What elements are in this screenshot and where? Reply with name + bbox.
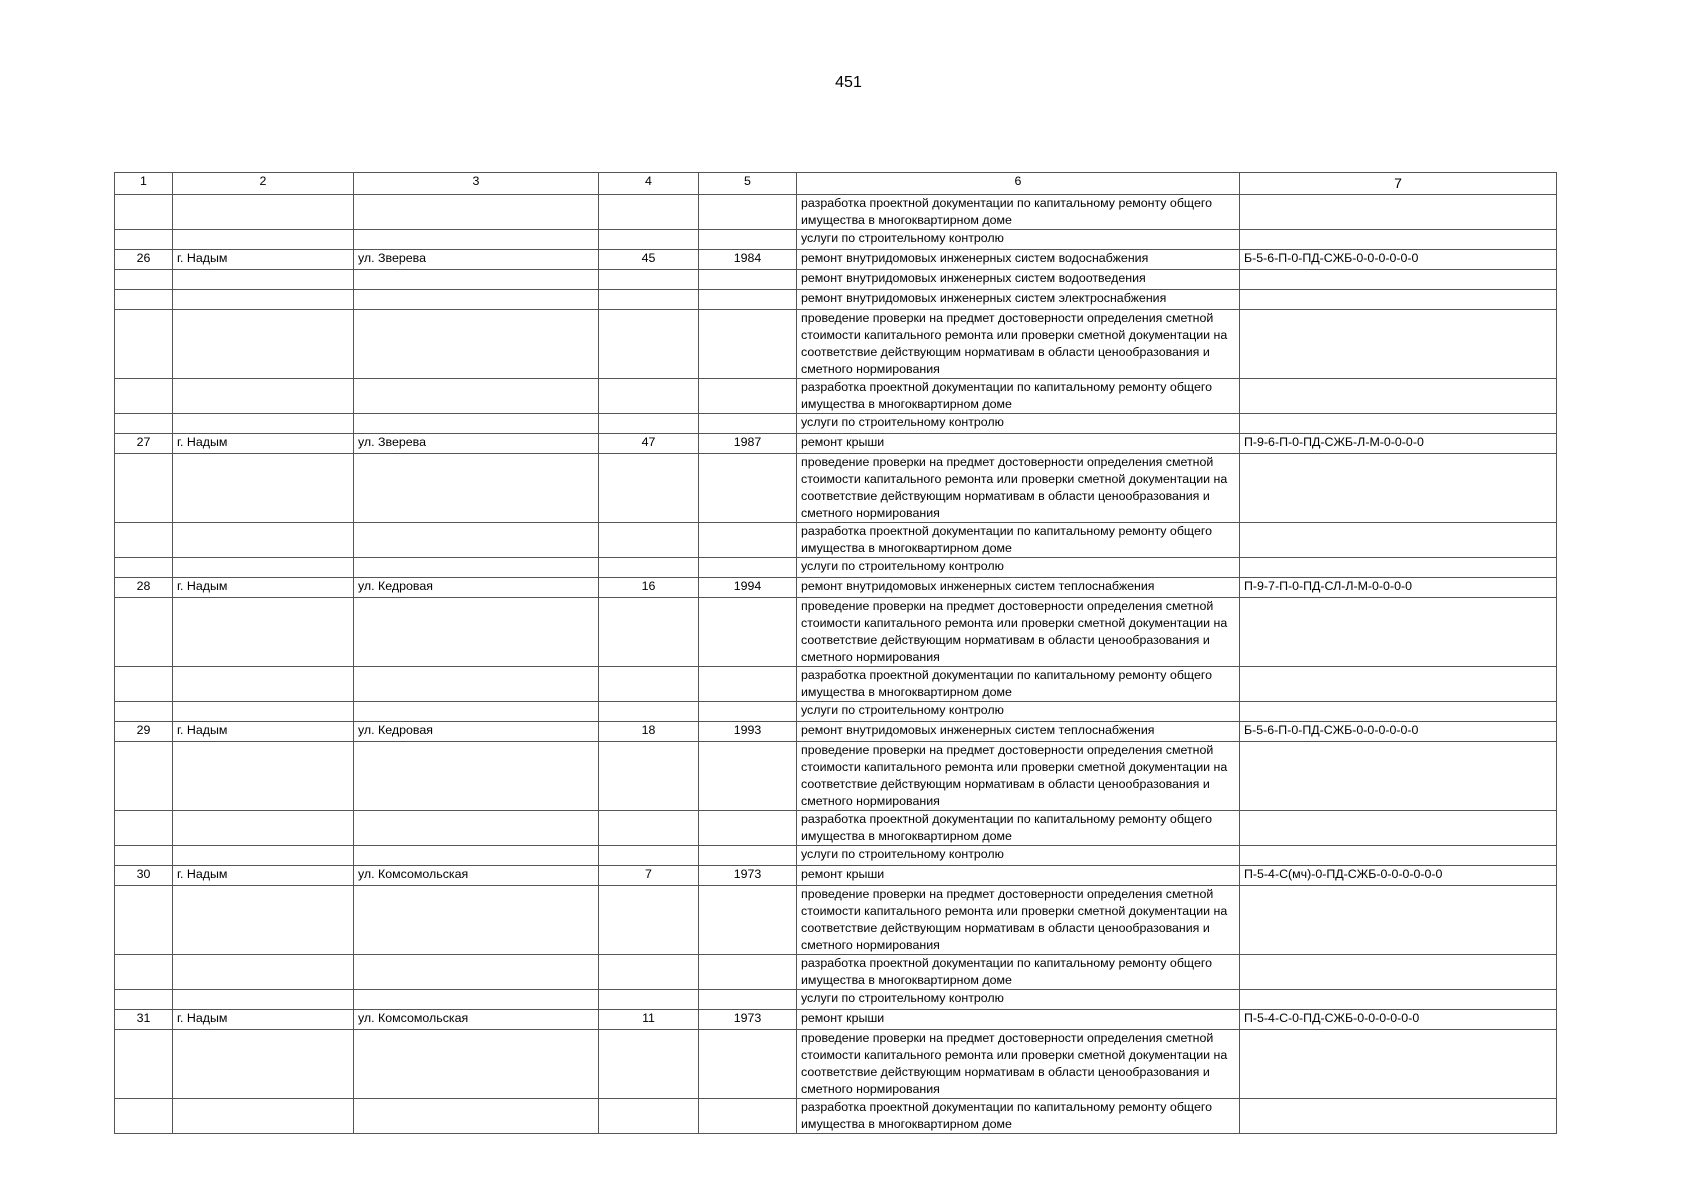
table-row	[115, 990, 1557, 1010]
table-row	[115, 434, 1557, 454]
year-built-cell	[699, 702, 797, 722]
row-number-cell	[115, 523, 173, 558]
year-built-cell: 1987	[699, 434, 797, 454]
header-cell-5: 5	[699, 173, 797, 195]
house-number-cell	[599, 702, 699, 722]
work-type-cell: проведение проверки на предмет достоверности определения сметной стоимости капитального ремонта или проверки сметной документации на соответствие действующим нормативам в области ценообразования и сметного нормирования	[797, 742, 1240, 811]
street-cell	[354, 379, 599, 414]
year-built-cell: 1994	[699, 578, 797, 598]
building-code-cell: П-9-7-П-0-ПД-СЛ-Л-М-0-0-0-0	[1240, 578, 1557, 598]
house-number-cell: 18	[599, 722, 699, 742]
table-row	[115, 667, 1557, 702]
street-cell	[354, 1099, 599, 1134]
street-cell	[354, 558, 599, 578]
row-number-cell: 26	[115, 250, 173, 270]
building-code-cell	[1240, 230, 1557, 250]
work-type-cell: разработка проектной документации по капитальному ремонту общего имущества в многоквартирном доме	[797, 379, 1240, 414]
building-code-cell	[1240, 558, 1557, 578]
street-cell	[354, 742, 599, 811]
building-code-cell	[1240, 195, 1557, 230]
house-number-cell	[599, 414, 699, 434]
row-number-cell	[115, 290, 173, 310]
row-number-cell	[115, 195, 173, 230]
house-number-cell	[599, 195, 699, 230]
table-row	[115, 379, 1557, 414]
house-number-cell	[599, 230, 699, 250]
work-type-cell: услуги по строительному контролю	[797, 846, 1240, 866]
street-cell	[354, 598, 599, 667]
work-type-cell: ремонт крыши	[797, 866, 1240, 886]
city-cell	[173, 702, 354, 722]
building-code-cell	[1240, 523, 1557, 558]
building-code-cell: Б-5-6-П-0-ПД-СЖБ-0-0-0-0-0-0	[1240, 722, 1557, 742]
street-cell	[354, 702, 599, 722]
row-number-cell: 30	[115, 866, 173, 886]
street-cell	[354, 1030, 599, 1099]
house-number-cell	[599, 811, 699, 846]
street-cell: ул. Комсомольская	[354, 866, 599, 886]
table-row	[115, 722, 1557, 742]
work-type-cell: проведение проверки на предмет достоверности определения сметной стоимости капитального ремонта или проверки сметной документации на соответствие действующим нормативам в области ценообразования и сметного нормирования	[797, 598, 1240, 667]
row-number-cell: 27	[115, 434, 173, 454]
building-code-cell	[1240, 310, 1557, 379]
year-built-cell	[699, 1099, 797, 1134]
work-type-cell: ремонт внутридомовых инженерных систем водоснабжения	[797, 250, 1240, 270]
city-cell: г. Надым	[173, 250, 354, 270]
building-code-cell	[1240, 454, 1557, 523]
work-type-cell: проведение проверки на предмет достоверности определения сметной стоимости капитального ремонта или проверки сметной документации на соответствие действующим нормативам в области ценообразования и сметного нормирования	[797, 886, 1240, 955]
table-row	[115, 886, 1557, 955]
city-cell	[173, 811, 354, 846]
building-code-cell	[1240, 811, 1557, 846]
table-row	[115, 866, 1557, 886]
table-row	[115, 742, 1557, 811]
table-row	[115, 250, 1557, 270]
house-number-cell: 45	[599, 250, 699, 270]
building-code-cell	[1240, 846, 1557, 866]
row-number-cell	[115, 846, 173, 866]
table-row	[115, 1010, 1557, 1030]
street-cell	[354, 270, 599, 290]
street-cell	[354, 955, 599, 990]
city-cell	[173, 230, 354, 250]
year-built-cell	[699, 310, 797, 379]
header-cell-6: 6	[797, 173, 1240, 195]
table-row	[115, 414, 1557, 434]
building-code-cell	[1240, 1030, 1557, 1099]
house-number-cell	[599, 598, 699, 667]
year-built-cell	[699, 523, 797, 558]
house-number-cell	[599, 454, 699, 523]
city-cell: г. Надым	[173, 866, 354, 886]
header-cell-2: 2	[173, 173, 354, 195]
row-number-cell	[115, 558, 173, 578]
street-cell: ул. Зверева	[354, 250, 599, 270]
work-type-cell: разработка проектной документации по капитальному ремонту общего имущества в многоквартирном доме	[797, 955, 1240, 990]
work-type-cell: разработка проектной документации по капитальному ремонту общего имущества в многоквартирном доме	[797, 811, 1240, 846]
city-cell	[173, 742, 354, 811]
house-number-cell	[599, 955, 699, 990]
house-number-cell	[599, 270, 699, 290]
header-cell-7: 7	[1240, 173, 1557, 195]
year-built-cell	[699, 230, 797, 250]
street-cell	[354, 990, 599, 1010]
street-cell	[354, 846, 599, 866]
table-row	[115, 702, 1557, 722]
city-cell	[173, 310, 354, 379]
row-number-cell	[115, 414, 173, 434]
row-number-cell: 28	[115, 578, 173, 598]
city-cell: г. Надым	[173, 1010, 354, 1030]
building-code-cell	[1240, 598, 1557, 667]
row-number-cell	[115, 990, 173, 1010]
row-number-cell	[115, 702, 173, 722]
table-row	[115, 811, 1557, 846]
city-cell: г. Надым	[173, 722, 354, 742]
work-type-cell: ремонт внутридомовых инженерных систем водоотведения	[797, 270, 1240, 290]
year-built-cell	[699, 990, 797, 1010]
row-number-cell	[115, 310, 173, 379]
work-type-cell: услуги по строительному контролю	[797, 230, 1240, 250]
city-cell	[173, 886, 354, 955]
city-cell	[173, 558, 354, 578]
house-number-cell	[599, 742, 699, 811]
table-row	[115, 558, 1557, 578]
street-cell: ул. Зверева	[354, 434, 599, 454]
table-header-row	[115, 173, 1557, 195]
street-cell: ул. Комсомольская	[354, 1010, 599, 1030]
city-cell	[173, 846, 354, 866]
street-cell	[354, 886, 599, 955]
house-number-cell	[599, 1099, 699, 1134]
repair-schedule-table	[114, 172, 1557, 1134]
city-cell	[173, 270, 354, 290]
city-cell	[173, 379, 354, 414]
table-row	[115, 454, 1557, 523]
table-row	[115, 955, 1557, 990]
house-number-cell	[599, 290, 699, 310]
building-code-cell	[1240, 414, 1557, 434]
table-row	[115, 310, 1557, 379]
table-row	[115, 598, 1557, 667]
street-cell: ул. Кедровая	[354, 578, 599, 598]
row-number-cell	[115, 230, 173, 250]
year-built-cell	[699, 379, 797, 414]
row-number-cell	[115, 1099, 173, 1134]
work-type-cell: услуги по строительному контролю	[797, 558, 1240, 578]
city-cell	[173, 414, 354, 434]
building-code-cell: П-5-4-С-0-ПД-СЖБ-0-0-0-0-0-0	[1240, 1010, 1557, 1030]
city-cell: г. Надым	[173, 434, 354, 454]
house-number-cell	[599, 310, 699, 379]
building-code-cell	[1240, 742, 1557, 811]
table-row	[115, 846, 1557, 866]
building-code-cell: П-9-6-П-0-ПД-СЖБ-Л-М-0-0-0-0	[1240, 434, 1557, 454]
year-built-cell	[699, 667, 797, 702]
building-code-cell: Б-5-6-П-0-ПД-СЖБ-0-0-0-0-0-0	[1240, 250, 1557, 270]
street-cell	[354, 811, 599, 846]
year-built-cell	[699, 811, 797, 846]
row-number-cell	[115, 1030, 173, 1099]
row-number-cell	[115, 811, 173, 846]
building-code-cell	[1240, 702, 1557, 722]
work-type-cell: проведение проверки на предмет достоверности определения сметной стоимости капитального ремонта или проверки сметной документации на соответствие действующим нормативам в области ценообразования и сметного нормирования	[797, 454, 1240, 523]
city-cell	[173, 290, 354, 310]
work-type-cell: проведение проверки на предмет достоверности определения сметной стоимости капитального ремонта или проверки сметной документации на соответствие действующим нормативам в области ценообразования и сметного нормирования	[797, 310, 1240, 379]
street-cell	[354, 414, 599, 434]
year-built-cell	[699, 886, 797, 955]
page-number: 451	[835, 74, 862, 91]
year-built-cell	[699, 1030, 797, 1099]
year-built-cell	[699, 846, 797, 866]
work-type-cell: разработка проектной документации по капитальному ремонту общего имущества в многоквартирном доме	[797, 195, 1240, 230]
work-type-cell: услуги по строительному контролю	[797, 990, 1240, 1010]
work-type-cell: услуги по строительному контролю	[797, 702, 1240, 722]
row-number-cell	[115, 667, 173, 702]
row-number-cell	[115, 598, 173, 667]
work-type-cell: ремонт внутридомовых инженерных систем электроснабжения	[797, 290, 1240, 310]
building-code-cell	[1240, 290, 1557, 310]
house-number-cell	[599, 667, 699, 702]
house-number-cell	[599, 379, 699, 414]
table-row	[115, 578, 1557, 598]
building-code-cell	[1240, 955, 1557, 990]
year-built-cell	[699, 558, 797, 578]
table-row	[115, 195, 1557, 230]
street-cell	[354, 310, 599, 379]
year-built-cell: 1973	[699, 866, 797, 886]
year-built-cell	[699, 290, 797, 310]
work-type-cell: разработка проектной документации по капитальному ремонту общего имущества в многоквартирном доме	[797, 1099, 1240, 1134]
table-row	[115, 1099, 1557, 1134]
year-built-cell: 1984	[699, 250, 797, 270]
street-cell	[354, 667, 599, 702]
house-number-cell	[599, 886, 699, 955]
year-built-cell	[699, 454, 797, 523]
year-built-cell	[699, 955, 797, 990]
house-number-cell: 7	[599, 866, 699, 886]
house-number-cell: 47	[599, 434, 699, 454]
street-cell	[354, 195, 599, 230]
work-type-cell: проведение проверки на предмет достоверности определения сметной стоимости капитального ремонта или проверки сметной документации на соответствие действующим нормативам в области ценообразования и сметного нормирования	[797, 1030, 1240, 1099]
work-type-cell: разработка проектной документации по капитальному ремонту общего имущества в многоквартирном доме	[797, 523, 1240, 558]
year-built-cell	[699, 742, 797, 811]
work-type-cell: услуги по строительному контролю	[797, 414, 1240, 434]
house-number-cell: 16	[599, 578, 699, 598]
work-type-cell: разработка проектной документации по капитальному ремонту общего имущества в многоквартирном доме	[797, 667, 1240, 702]
street-cell	[354, 230, 599, 250]
table-row	[115, 230, 1557, 250]
row-number-cell	[115, 886, 173, 955]
city-cell	[173, 523, 354, 558]
city-cell	[173, 1099, 354, 1134]
house-number-cell	[599, 558, 699, 578]
city-cell	[173, 667, 354, 702]
row-number-cell	[115, 270, 173, 290]
house-number-cell	[599, 523, 699, 558]
city-cell: г. Надым	[173, 578, 354, 598]
street-cell	[354, 290, 599, 310]
row-number-cell	[115, 955, 173, 990]
header-cell-1: 1	[115, 173, 173, 195]
table-row	[115, 523, 1557, 558]
table-body	[115, 173, 1557, 1134]
street-cell	[354, 454, 599, 523]
building-code-cell	[1240, 886, 1557, 955]
building-code-cell	[1240, 990, 1557, 1010]
row-number-cell: 29	[115, 722, 173, 742]
work-type-cell: ремонт крыши	[797, 1010, 1240, 1030]
building-code-cell	[1240, 667, 1557, 702]
table-row	[115, 270, 1557, 290]
table-row	[115, 290, 1557, 310]
year-built-cell	[699, 270, 797, 290]
year-built-cell: 1993	[699, 722, 797, 742]
city-cell	[173, 598, 354, 667]
house-number-cell	[599, 846, 699, 866]
year-built-cell	[699, 414, 797, 434]
building-code-cell	[1240, 270, 1557, 290]
work-type-cell: ремонт внутридомовых инженерных систем теплоснабжения	[797, 578, 1240, 598]
city-cell	[173, 195, 354, 230]
building-code-cell	[1240, 1099, 1557, 1134]
street-cell: ул. Кедровая	[354, 722, 599, 742]
row-number-cell: 31	[115, 1010, 173, 1030]
row-number-cell	[115, 379, 173, 414]
year-built-cell: 1973	[699, 1010, 797, 1030]
city-cell	[173, 990, 354, 1010]
year-built-cell	[699, 195, 797, 230]
building-code-cell: П-5-4-С(мч)-0-ПД-СЖБ-0-0-0-0-0-0	[1240, 866, 1557, 886]
row-number-cell	[115, 454, 173, 523]
table-row	[115, 1030, 1557, 1099]
year-built-cell	[699, 598, 797, 667]
header-cell-4: 4	[599, 173, 699, 195]
house-number-cell: 11	[599, 1010, 699, 1030]
city-cell	[173, 955, 354, 990]
building-code-cell	[1240, 379, 1557, 414]
house-number-cell	[599, 990, 699, 1010]
header-cell-3: 3	[354, 173, 599, 195]
row-number-cell	[115, 742, 173, 811]
work-type-cell: ремонт крыши	[797, 434, 1240, 454]
city-cell	[173, 1030, 354, 1099]
street-cell	[354, 523, 599, 558]
city-cell	[173, 454, 354, 523]
work-type-cell: ремонт внутридомовых инженерных систем теплоснабжения	[797, 722, 1240, 742]
house-number-cell	[599, 1030, 699, 1099]
